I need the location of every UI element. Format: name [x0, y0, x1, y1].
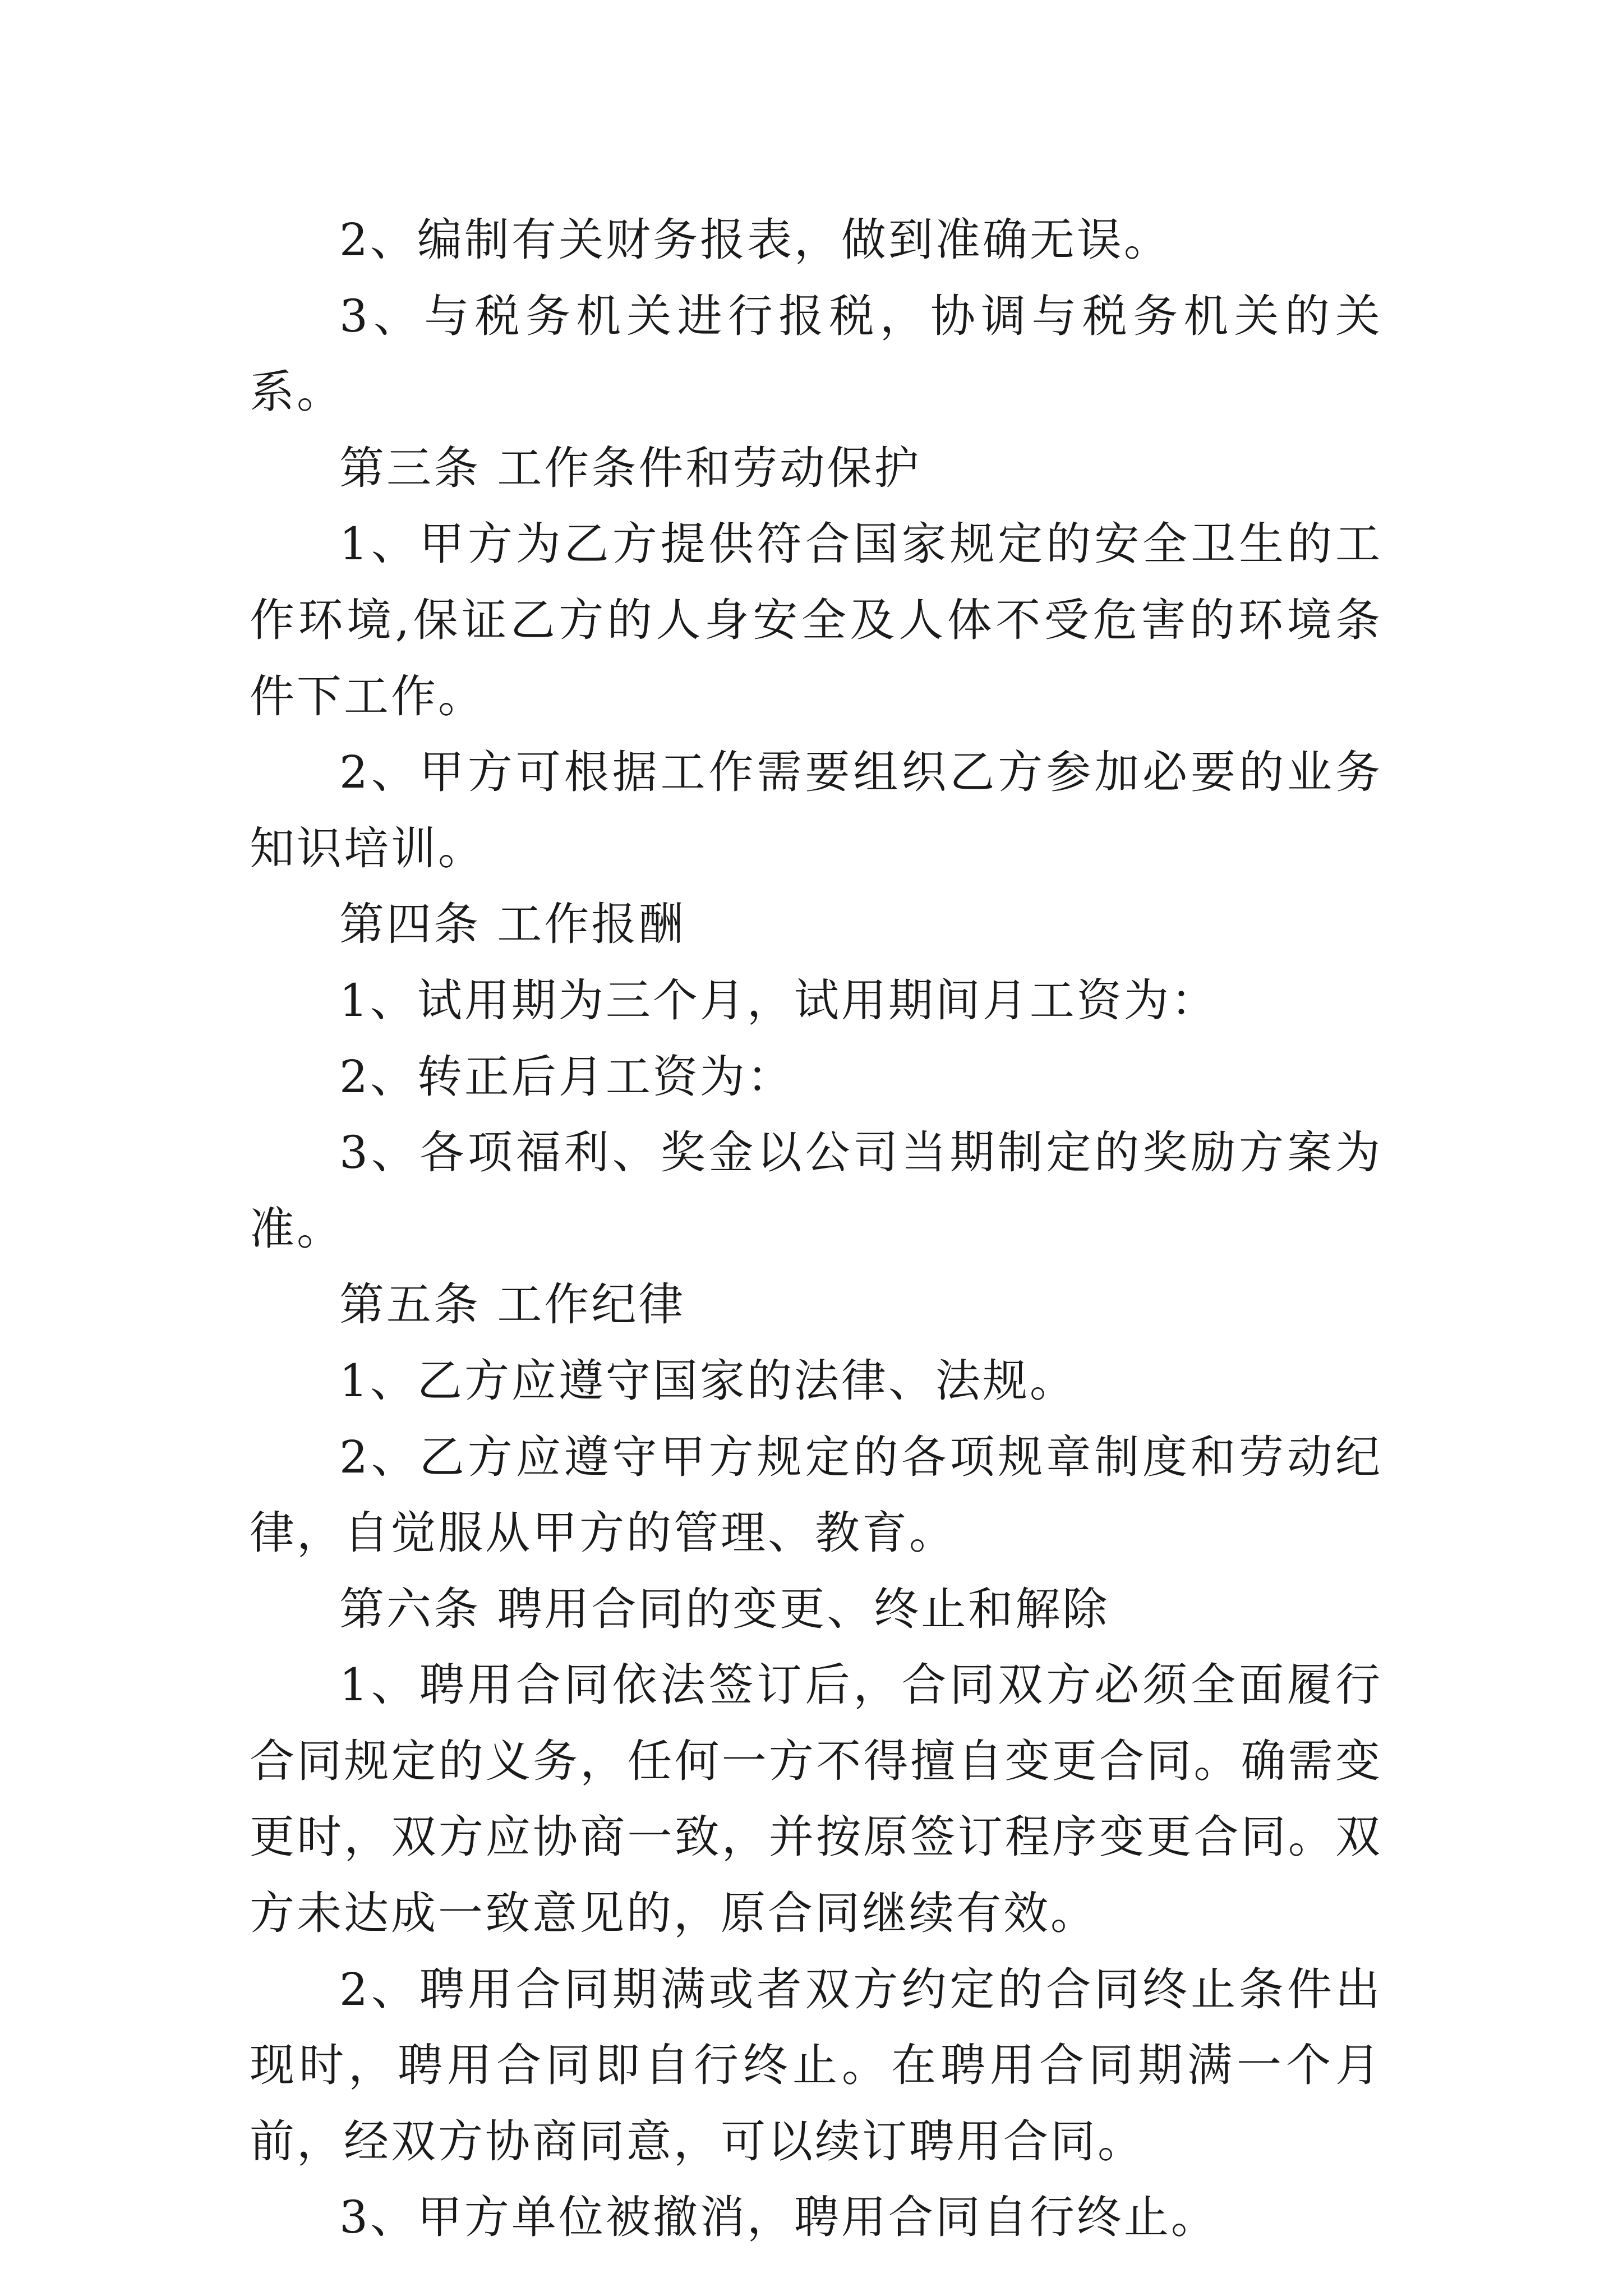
article-5-heading: 第五条 工作纪律 — [339, 1278, 686, 1331]
paragraph-work-environment: 1、甲方为乙方提供符合国家规定的安全卫生的工作环境,保证乙方的人身安全及人体不受危害的环境条件下工作。 — [250, 518, 1382, 723]
paragraph-training: 2、甲方可根据工作需要组织乙方参加必要的业务知识培训。 — [250, 746, 1382, 875]
paragraph-contract-expiry: 2、聘用合同期满或者双方约定的合同终止条件出现时，聘用合同即自行终止。在聘用合同期满一个月前，经双方协商同意，可以续订聘用合同。 — [250, 1963, 1382, 2168]
paragraph-financial-reports: 2、编制有关财务报表，做到准确无误。 — [339, 214, 1171, 266]
paragraph-unit-revoked: 3、甲方单位被撤消，聘用合同自行终止。 — [339, 2191, 1218, 2244]
paragraph-benefits: 3、各项福利、奖金以公司当期制定的奖励方案为准。 — [250, 1126, 1382, 1255]
paragraph-regular-salary: 2、转正后月工资为： — [339, 1050, 794, 1103]
paragraph-contract-change: 1、聘用合同依法签订后，合同双方必须全面履行合同规定的义务，任何一方不得擅自变更合同。确需变更时，双方应协商一致，并按原签订程序变更合同。双方未达成一致意见的，原合同继续有效。 — [250, 1659, 1382, 1940]
article-6-heading: 第六条 聘用合同的变更、终止和解除 — [339, 1582, 1110, 1635]
paragraph-obey-rules: 2、乙方应遵守甲方规定的各项规章制度和劳动纪律，自觉服从甲方的管理、教育。 — [250, 1430, 1382, 1559]
article-3-heading: 第三条 工作条件和劳动保护 — [339, 441, 921, 494]
document-body — [250, 202, 1382, 2256]
paragraph-obey-law: 1、乙方应遵守国家的法律、法规。 — [339, 1354, 1077, 1407]
paragraph-tax-filing: 3、与税务机关进行报税，协调与税务机关的关系。 — [250, 289, 1382, 418]
paragraph-probation-salary: 1、试用期为三个月，试用期间月工资为： — [339, 974, 1218, 1027]
article-4-heading: 第四条 工作报酬 — [339, 898, 686, 951]
